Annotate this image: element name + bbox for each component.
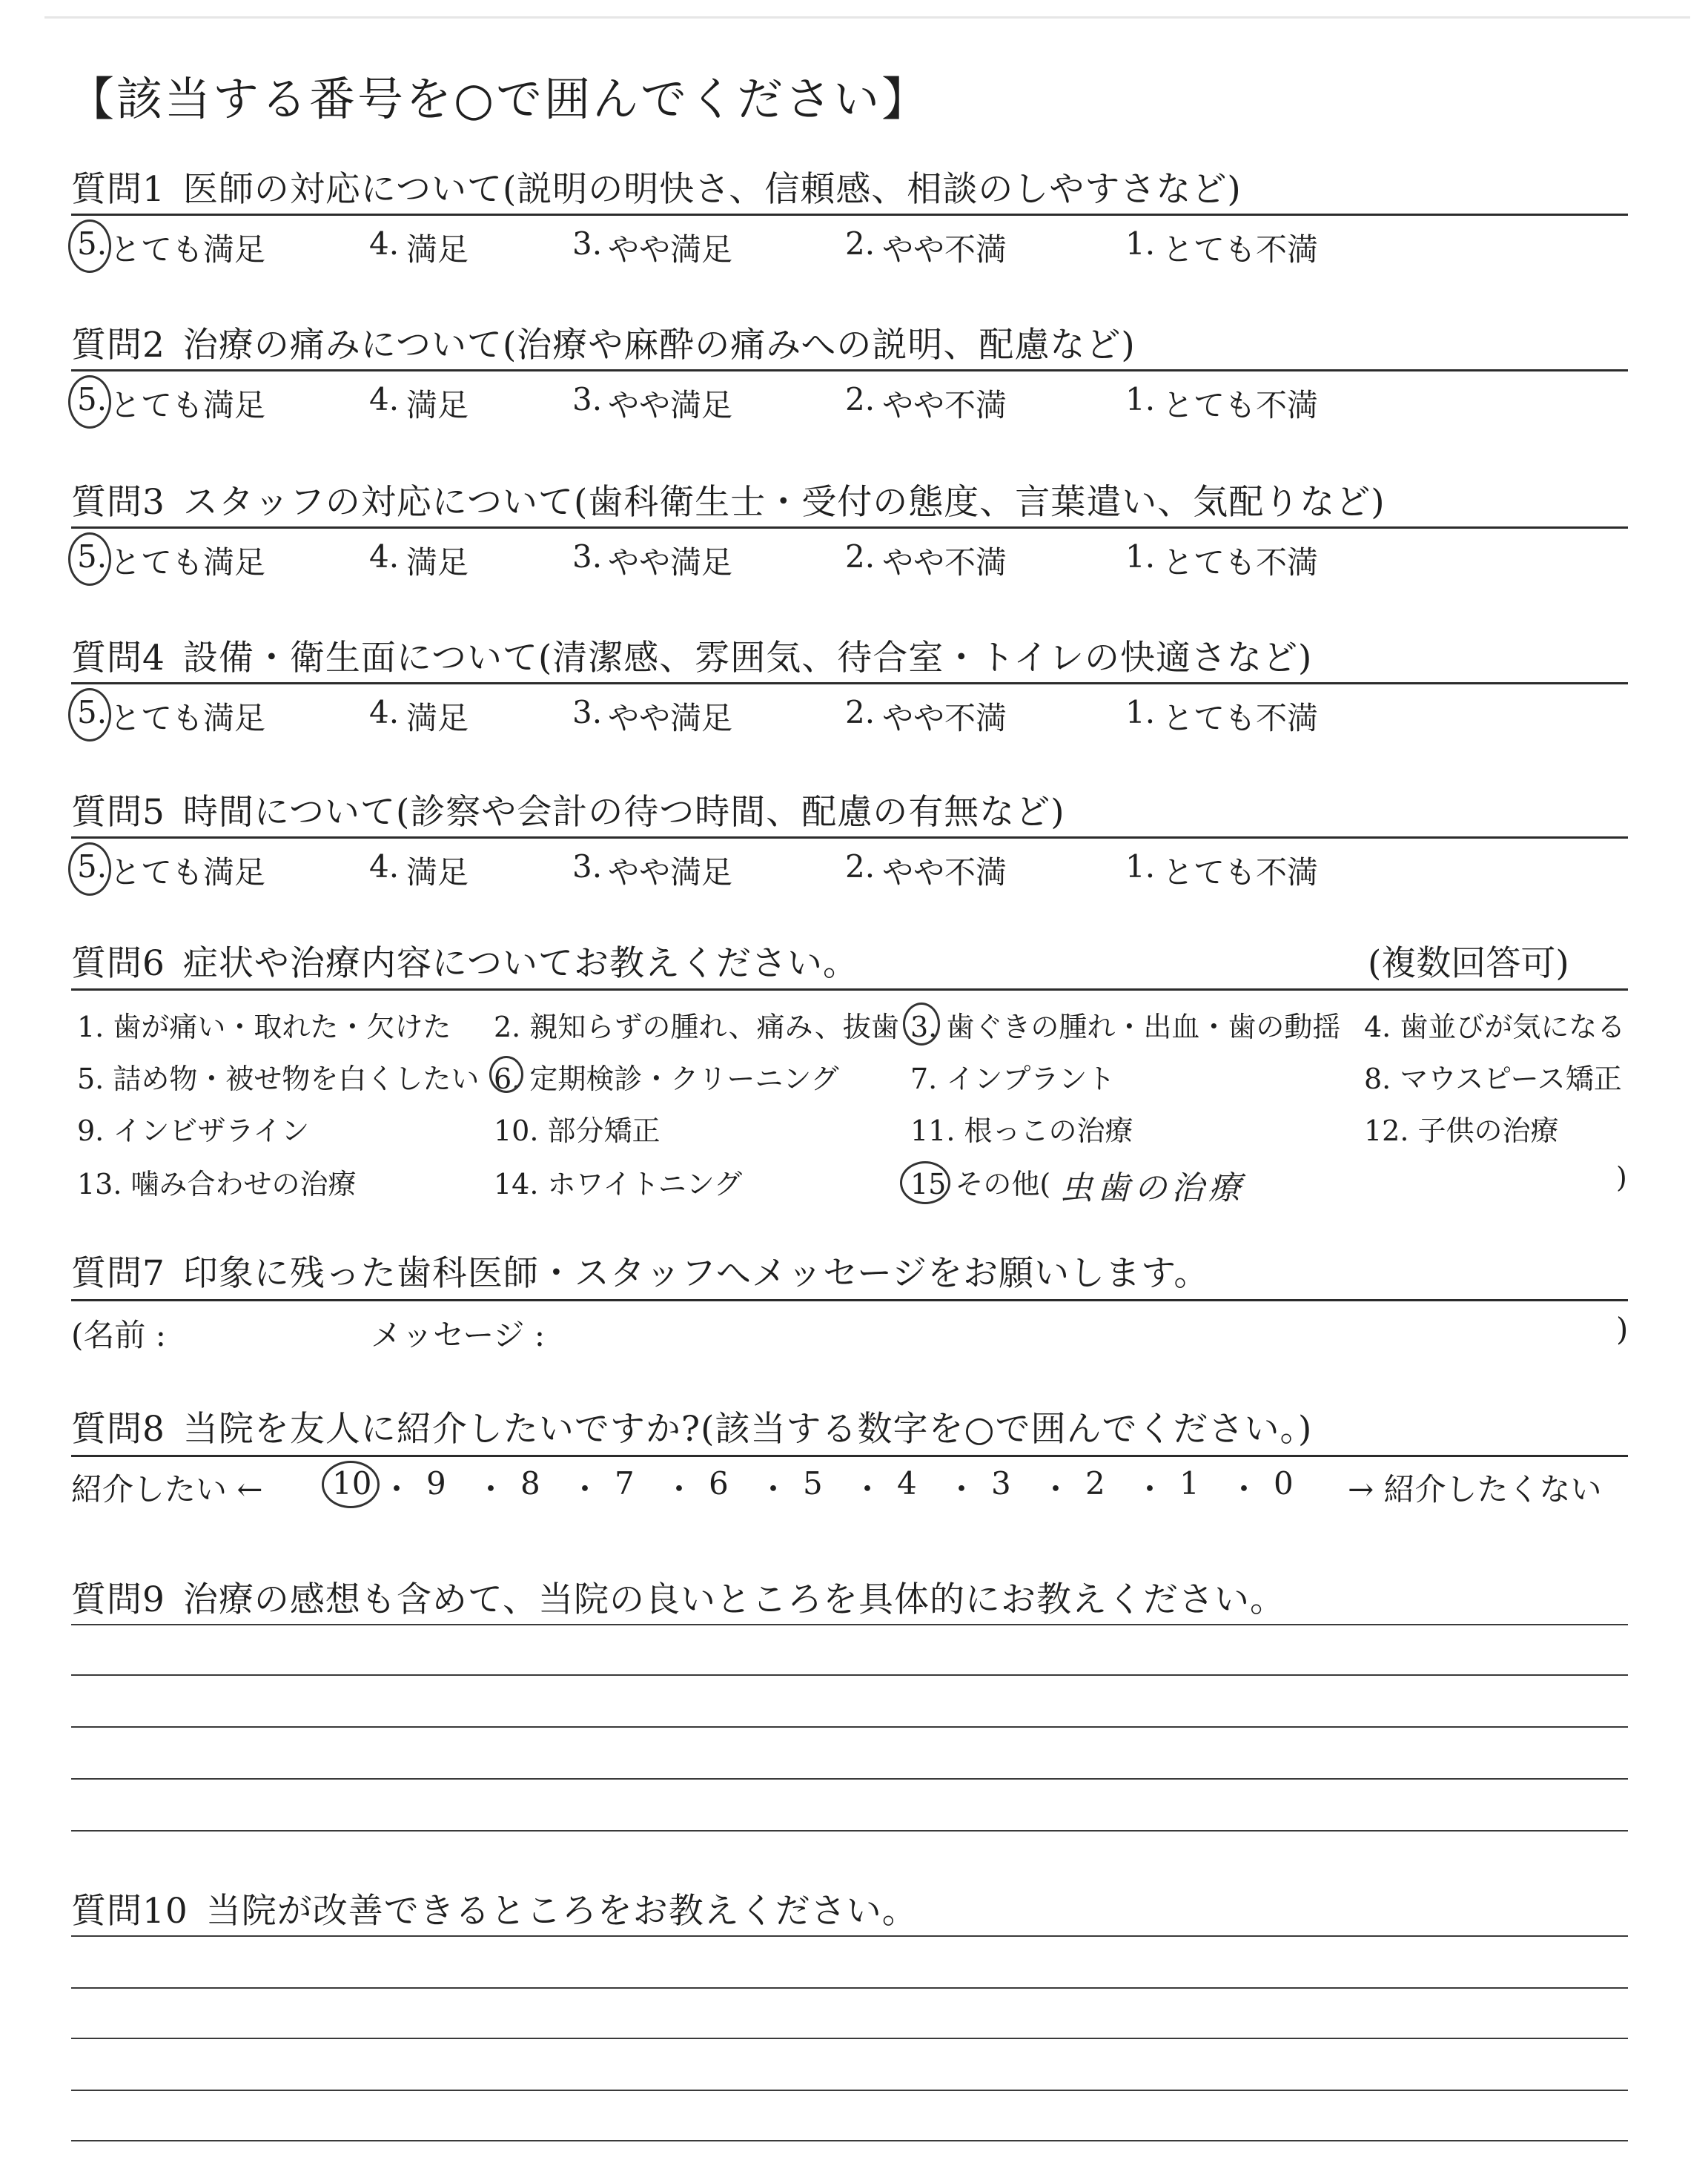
q6-option-10[interactable]: 10. 部分矯正 [494,1114,661,1147]
q4-option-3-number[interactable]: 3. [572,694,603,730]
q6-label: 質問6 [71,943,165,984]
q3-title [71,475,1386,524]
q2-option-3-text[interactable]: やや満足 [608,387,733,423]
q4-option-1-number[interactable]: 1. [1125,694,1156,730]
q4-label: 質問4 [71,638,165,678]
q8-number-6[interactable]: 6 [709,1465,729,1502]
q6-option-6[interactable]: 6. 定期検診・クリーニング [494,1063,839,1095]
q10-title [71,1883,918,1933]
q5-selected-circle-mark [68,842,111,896]
q3-option-1-text[interactable]: とても不満 [1162,544,1319,581]
q4-title [71,630,1312,680]
q3-option-5-text[interactable]: とても満足 [110,544,266,581]
q8-separator-dot: ・ [663,1471,695,1507]
q8-number-5[interactable]: 5 [803,1465,823,1502]
q5-option-3-text[interactable]: やや満足 [608,854,733,891]
q3-option-2-number[interactable]: 2. [845,538,875,575]
q1-option-1-number[interactable]: 1. [1125,225,1156,262]
q10-text: 当院が改善できるところをお教えください。 [205,1891,918,1932]
q7-message-label[interactable]: メッセージ : [371,1317,545,1353]
q8-separator-dot: ・ [1134,1471,1166,1507]
q1-rule [71,214,1628,216]
q5-rule [71,836,1628,839]
q1-text: 医師の対応について(説明の明快さ、信頼感、相談のしやすさなど) [182,169,1242,210]
q8-selected-circle-mark [322,1461,380,1508]
q10-write-line[interactable] [71,1935,1628,1937]
q6-option-4[interactable]: 4. 歯並びが気になる [1364,1011,1626,1043]
q5-option-1-number[interactable]: 1. [1125,848,1156,885]
q6-option-6-circle-mark [489,1056,523,1093]
q6-option-3-circle-mark [903,1003,940,1046]
q8-number-7[interactable]: 7 [615,1465,635,1502]
q3-option-5-number[interactable]: 5. [77,538,107,575]
q6-option-3[interactable]: 3. 歯ぐきの腫れ・出血・歯の動揺 [910,1011,1341,1043]
q6-option-9[interactable]: 9. インビザライン [77,1114,310,1147]
q1-option-5-number[interactable]: 5. [77,225,107,262]
q1-title [71,162,1242,211]
q6-option-14[interactable]: 14. ホワイトニング [494,1168,743,1200]
q9-text: 治療の感想も含めて、当院の良いところを具体的にお教えください。 [182,1579,1285,1620]
q8-separator-dot: ・ [1040,1471,1072,1507]
q8-number-9[interactable]: 9 [426,1465,446,1502]
q2-title [71,317,1136,367]
q9-label: 質問9 [71,1579,165,1620]
q4-option-5-number[interactable]: 5. [77,694,107,730]
q6-note: (複数回答可) [1368,943,1569,984]
q9-write-line[interactable] [71,1778,1628,1780]
q8-number-0[interactable]: 0 [1274,1465,1294,1502]
q8-separator-dot: ・ [852,1471,884,1507]
q2-label: 質問2 [71,325,165,366]
q1-option-5-text[interactable]: とても満足 [110,231,266,268]
q9-write-line[interactable] [71,1624,1628,1625]
q3-label: 質問3 [71,482,165,523]
q2-option-1-number[interactable]: 1. [1125,381,1156,417]
q3-option-3-number[interactable]: 3. [572,538,603,575]
q6-option-2[interactable]: 2. 親知らずの腫れ、痛み、抜歯 [494,1011,899,1043]
q8-separator-dot: ・ [946,1471,978,1507]
q8-number-1[interactable]: 1 [1179,1465,1199,1502]
q2-option-4-text[interactable]: 満足 [406,387,469,423]
q1-selected-circle-mark [68,219,111,273]
q10-write-line[interactable] [71,2038,1628,2039]
q8-separator-dot: ・ [381,1471,413,1507]
q8-label: 質問8 [71,1409,165,1450]
q9-write-line[interactable] [71,1674,1628,1676]
q8-separator-dot: ・ [758,1471,790,1507]
q3-option-2-text[interactable]: やや不満 [882,544,1007,581]
q4-option-3-text[interactable]: やや満足 [608,700,733,736]
q3-text: スタッフの対応について(歯科衛生士・受付の態度、言葉遣い、気配りなど) [182,482,1386,523]
q4-option-4-text[interactable]: 満足 [406,700,469,736]
q7-rule [71,1299,1628,1301]
q5-label: 質問5 [71,792,165,833]
q4-option-2-number[interactable]: 2. [845,694,875,730]
q6-option-8[interactable]: 8. マウスピース矯正 [1364,1063,1622,1095]
q4-text: 設備・衛生面について(清潔感、雰囲気、待合室・トイレの快適さなど) [182,638,1313,678]
q6-rule [71,988,1628,991]
q1-option-3-text[interactable]: やや満足 [608,231,733,268]
q8-number-10[interactable]: 10 [332,1465,372,1502]
q8-rule [71,1455,1628,1457]
q4-selected-circle-mark [68,688,111,742]
q3-selected-circle-mark [68,532,111,586]
q2-option-2-number[interactable]: 2. [845,381,875,417]
q8-separator-dot: ・ [1228,1471,1260,1507]
q4-rule [71,682,1628,684]
q8-separator-dot: ・ [475,1471,507,1507]
q7-label: 質問7 [71,1253,165,1294]
q2-text: 治療の痛みについて(治療や麻酔の痛みへの説明、配慮など) [182,325,1136,366]
q5-text: 時間について(診察や会計の待つ時間、配慮の有無など) [182,792,1065,833]
q2-option-5-number[interactable]: 5. [77,381,107,417]
q8-number-4[interactable]: 4 [897,1465,917,1502]
page-title: 【該当する番号を○で囲んでください】 [68,72,930,126]
q2-option-4-number[interactable]: 4. [369,381,400,417]
q5-title [71,785,1065,834]
q4-option-4-number[interactable]: 4. [369,694,400,730]
q6-other-handwritten[interactable]: 虫歯の治療 [1060,1169,1245,1207]
q6-option-15[interactable]: 15 その他( [910,1168,1051,1200]
q4-option-5-text[interactable]: とても満足 [110,700,266,736]
q8-text: 当院を友人に紹介したいですか?(該当する数字を○で囲んでください。) [182,1409,1313,1450]
q10-write-line[interactable] [71,2090,1628,2091]
q1-option-2-text[interactable]: やや不満 [882,231,1007,268]
q6-other-close: ) [1616,1161,1627,1194]
q8-number-3[interactable]: 3 [991,1465,1011,1502]
q5-option-1-text[interactable]: とても不満 [1162,854,1319,891]
q6-option-13[interactable]: 13. 噛み合わせの治療 [77,1168,357,1200]
q1-label: 質問1 [71,169,165,210]
q8-separator-dot: ・ [569,1471,601,1507]
q9-write-line[interactable] [71,1830,1628,1832]
q5-option-3-number[interactable]: 3. [572,848,603,885]
q2-option-3-number[interactable]: 3. [572,381,603,417]
q9-title [71,1572,1285,1622]
q6-option-5[interactable]: 5. 詰め物・被せ物を白くしたい [77,1063,480,1095]
q5-option-4-number[interactable]: 4. [369,848,400,885]
q5-option-5-text[interactable]: とても満足 [110,854,266,891]
q6-text: 症状や治療内容についてお教えください。 [182,943,858,984]
q7-close: ) [1616,1311,1629,1347]
q1-option-4-text[interactable]: 満足 [406,231,469,268]
q2-option-5-text[interactable]: とても満足 [110,387,266,423]
q1-option-3-number[interactable]: 3. [572,225,603,262]
q6-option-1[interactable]: 1. 歯が痛い・取れた・欠けた [77,1011,451,1043]
q3-option-4-number[interactable]: 4. [369,538,400,575]
q6-title [71,936,858,985]
q4-option-1-text[interactable]: とても不満 [1162,700,1319,736]
q8-number-2[interactable]: 2 [1085,1465,1105,1502]
q7-name-label[interactable]: (名前 : [71,1317,166,1353]
q6-option-12[interactable]: 12. 子供の治療 [1364,1114,1559,1147]
q5-option-5-number[interactable]: 5. [77,848,107,885]
q9-write-line[interactable] [71,1726,1628,1728]
q2-option-2-text[interactable]: やや不満 [882,387,1007,423]
q8-left-label: 紹介したい ← [71,1471,263,1507]
q7-text: 印象に残った歯科医師・スタッフへメッセージをお願いします。 [182,1253,1210,1294]
q2-selected-circle-mark [68,375,111,429]
q8-number-8[interactable]: 8 [520,1465,540,1502]
q1-option-4-number[interactable]: 4. [369,225,400,262]
q2-option-1-text[interactable]: とても不満 [1162,387,1319,423]
q1-option-2-number[interactable]: 2. [845,225,875,262]
q2-rule [71,369,1628,371]
q5-option-2-text[interactable]: やや不満 [882,854,1007,891]
q4-option-2-text[interactable]: やや不満 [882,700,1007,736]
q5-option-2-number[interactable]: 2. [845,848,875,885]
q1-option-1-text[interactable]: とても不満 [1162,231,1319,268]
q5-option-4-text[interactable]: 満足 [406,854,469,891]
q3-option-3-text[interactable]: やや満足 [608,544,733,581]
q7-title [71,1246,1209,1295]
q10-write-line[interactable] [71,1987,1628,1989]
q10-label: 質問10 [71,1891,188,1932]
q8-right-label: → 紹介したくない [1348,1471,1602,1507]
q6-option-7[interactable]: 7. インプラント [910,1063,1116,1095]
top-border [44,16,1690,19]
q3-option-4-text[interactable]: 満足 [406,544,469,581]
q3-option-1-number[interactable]: 1. [1125,538,1156,575]
q3-rule [71,526,1628,529]
q10-write-line[interactable] [71,2140,1628,2141]
q8-title [71,1401,1312,1451]
q6-option-11[interactable]: 11. 根っこの治療 [910,1114,1133,1147]
q6-option-15-circle-mark [900,1161,950,1204]
